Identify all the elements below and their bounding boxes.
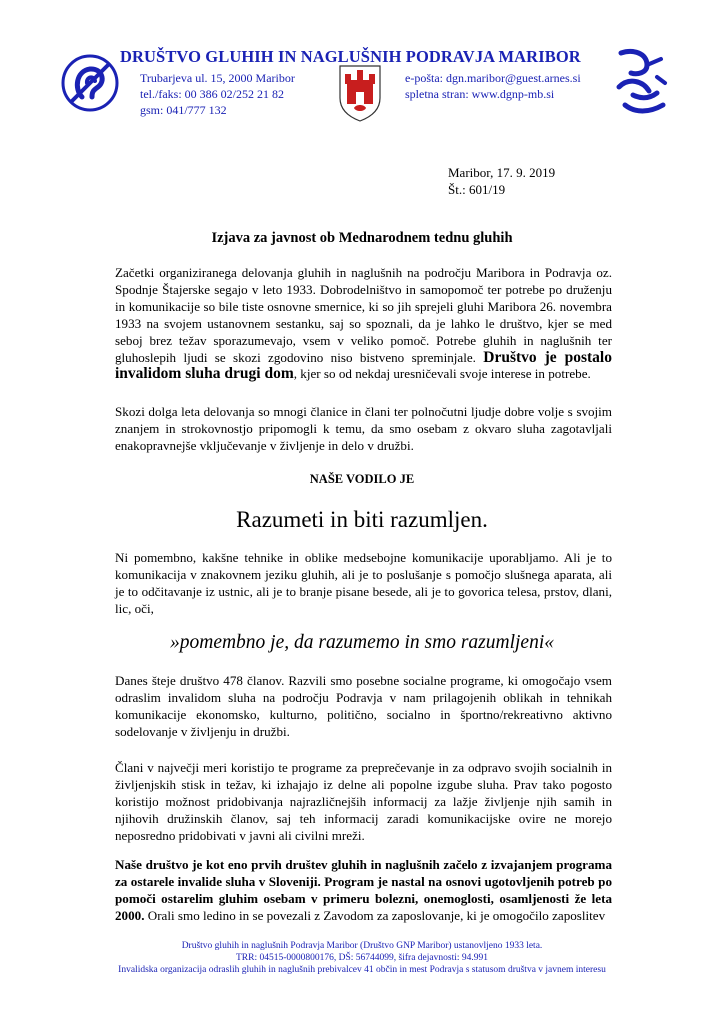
footer-line-2: TRR: 04515-0000800176, DŠ: 56744099, šifra dejavnosti: 94.991 <box>235 953 488 963</box>
paragraph-history-emphasis: Društvo je postalo invalidom sluha drugi dom <box>115 348 612 383</box>
paragraph-elderly-bold: Naše društvo je kot eno prvih društev gluhih in naglušnih začelo z izvajanjem programa za ostarele invalide sluha v Sloveniji. Program je nastal na osnovi ugotovljenih potreb po pomoči ostarelim gluhim osebam v primeru bolezni, onemoglosti, osamljenosti že leta 2000. <box>115 857 612 923</box>
paragraph-members: Skozi dolga leta delovanja so mnogi članice in člani ter polnočutni ljudje dobre volje s svojim znanjem in strokovnostjo pripomogli k temu, da smo osebam z okvaro sluha zagotavljali enakopravnejše vključevanje v življenje in delo v družbi. <box>115 404 612 453</box>
paragraph-elderly-program <box>115 857 612 925</box>
maribor-coat-of-arms-icon <box>338 64 382 127</box>
paragraph-elderly-text: Orali smo ledino in se povezali z Zavodom za zaposlovanje, ki je omogočilo zaposlitev <box>144 907 606 923</box>
paragraph-history <box>115 265 612 383</box>
date-block <box>448 164 555 198</box>
deaf-ear-logo-icon <box>60 53 120 118</box>
org-gsm: gsm: 041/777 132 <box>140 103 227 117</box>
organization-name: DRUŠTVO GLUHIH IN NAGLUŠNIH PODRAVJA MARIBOR <box>120 47 581 66</box>
sign-language-hands-logo-icon <box>613 47 669 124</box>
footer-line-1: Društvo gluhih in naglušnih Podravja Maribor (Društvo GNP Maribor) ustanovljeno 1933 leta. <box>181 941 543 951</box>
paragraph-history-end: , kjer so od nekdaj uresničevali svoje interese in potrebe. <box>293 366 591 382</box>
place-date: Maribor, 17. 9. 2019 <box>448 165 556 180</box>
org-address: Trubarjeva ul. 15, 2000 Maribor <box>140 71 295 85</box>
document-title: Izjava za javnost ob Mednarodnem tednu gluhih <box>211 230 513 246</box>
document-number: Št.: 601/19 <box>448 182 506 197</box>
motto-heading: NAŠE VODILO JE <box>309 472 415 486</box>
motto-quote: »pomembno je, da razumemo in smo razumljeni« <box>169 632 555 653</box>
paragraph-history-text: Začetki organiziranega delovanja gluhih in naglušnih na področju Maribora in Podravja oz. Spodnje Štajerske segajo v leto 1933. Dobrodelništvo in samopomoč ter potrebe po druženju in komunikacije so bile tiste osnovne smernice, ki so jih sprejeli gluhi Maribora 26. novembra 1933 na svojem ustanovnem sestanku, saj so spoznali, da je lahko le društvo, kjer se med seboj brez težav sporazumevajo, vsem v veliko pomoč. Potrebe gluhih in naglušnih ter gluhoslepih ljudi se skozi zgodovino niso bistveno spreminjale. <box>115 265 612 365</box>
org-phone: tel./faks: 00 386 02/252 21 82 <box>140 87 284 101</box>
paragraph-communication: Ni pomembno, kakšne tehnike in oblike medsebojne komunikacije uporabljamo. Ali je to komunikacija v znakovnem jeziku gluhih, ali je to poslušanje s pomočjo slušnega aparata, ali je to odčitavanje iz ustnic, ali je to branje pisane besede, ali je to govorica telesa, prstov, dlani, lic, oči, <box>115 550 612 616</box>
org-website: spletna stran: www.dgnp-mb.si <box>405 87 555 101</box>
paragraph-programs: Danes šteje društvo 478 članov. Razvili smo posebne socialne programe, ki omogočajo vsem odraslim invalidom sluha na področju Podravja v nam prilagojenih oblikah in tehnikah komunikacije ekonomsko, kulturno, politično, socialno in športno/rekreativno aktivno sodelovanje v življenju in družbi. <box>115 673 612 739</box>
paragraph-information: Člani v največji meri koristijo te programe za preprečevanje in za odpravo svojih socialnih in življenjskih stisk in težav, ki izhajajo iz delne ali popolne izgube sluha. Prav tako pogosto koristijo možnost pridobivanja najrazličnejših informacij za lažje življenje njih samih in njihovih družinskih članov, saj teh informacij zaradi komunikacijske ovire ne morejo neposredno pridobivati v javni ali civilni mreži. <box>115 760 612 843</box>
footer-line-3: Invalidska organizacija odraslih gluhih in naglušnih prebivalcev 41 občin in mest Podravja s statusom društva v javnem interesu <box>118 965 606 975</box>
org-email: e-pošta: dgn.maribor@guest.arnes.si <box>405 71 581 85</box>
motto: Razumeti in biti razumljen. <box>236 507 488 532</box>
